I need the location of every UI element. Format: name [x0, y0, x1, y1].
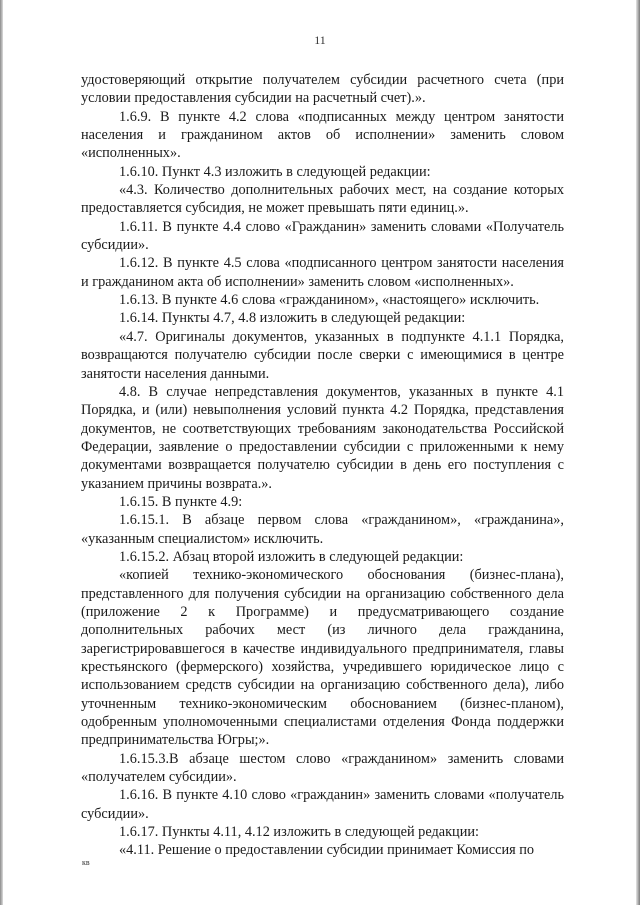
paragraph: 1.6.11. В пункте 4.4 слово «Гражданин» заменить словами «Получатель субсидии». — [81, 218, 564, 254]
paragraph: «4.11. Решение о предоставлении субсидии принимает Комиссия по — [119, 842, 535, 859]
scan-edge-left — [0, 0, 3, 905]
paragraph: 1.6.10. Пункт 4.3 изложить в следующей редакции: — [119, 163, 431, 180]
paragraph: 1.6.14. Пункты 4.7, 4.8 изложить в следующей редакции: — [119, 310, 466, 327]
paragraph: 1.6.9. В пункте 4.2 слова «подписанных между центром занятости населения и гражданином актов об исполнении» заменить словом «исполненных». — [81, 108, 564, 162]
paragraph: 1.6.17. Пункты 4.11, 4.12 изложить в следующей редакции: — [119, 824, 479, 841]
paragraph: «копией технико-экономического обоснования (бизнес-плана), представленного для получения субсидии на организацию собственного дела (приложение 2 к Программе) и предусматривающего создание дополнительных рабочих мест (из личного дела гражданина, зарегистрировавшегося в качестве индивидуального предпринимателя, главы крестьянского (фермерского) хозяйства, учредившего юридическое лицо с использованием средств субсидии на организацию собственного дела), либо уточненным технико-экономическим обоснованием (бизнес-планом), одобренным уполномоченными специалистами отделения Фонда поддержки предпринимательства Югры;». — [81, 567, 564, 749]
paragraph: 1.6.15. В пункте 4.9: — [119, 493, 243, 510]
paragraph: 1.6.15.1. В абзаце первом слова «гражданином», «гражданина», «указанным специалистом» исключить. — [81, 512, 564, 547]
scan-edge-right — [636, 0, 640, 905]
footer-mark: кв — [82, 858, 90, 867]
paragraph: удостоверяющий открытие получателем субсидии расчетного счета (при условии предоставления субсидии на расчетный счет).». — [81, 72, 564, 107]
paragraph: 4.8. В случае непредставления документов, указанных в пункте 4.1 Порядка, и (или) невыполнения условий пункта 4.2 Порядка, представления документов, не соответствующих требованиям законодательства Российской Федерации, заявление о предоставлении субсидии с приложенными к нему документами возвращается получателю субсидии в день его поступления с указанием причины возврата.». — [81, 383, 564, 492]
paragraph: 1.6.16. В пункте 4.10 слово «гражданин» заменить словами «получатель субсидии». — [81, 787, 564, 822]
page-number: 11 — [314, 33, 326, 47]
paragraph: 1.6.15.3.В абзаце шестом слово «гражданином» заменить словами «получателем субсидии». — [81, 750, 564, 786]
paragraph: 1.6.12. В пункте 4.5 слова «подписанного центром занятости населения и гражданином акта об исполнении» заменить словом «исполненных». — [81, 255, 564, 290]
paragraph: 1.6.13. В пункте 4.6 слова «гражданином», «настоящего» исключить. — [119, 292, 540, 309]
paragraph: 1.6.15.2. Абзац второй изложить в следующей редакции: — [119, 548, 464, 565]
paragraph: «4.3. Количество дополнительных рабочих мест, на создание которых предоставляется субсидия, не может превышать пяти единиц.». — [81, 182, 564, 217]
paragraph: «4.7. Оригиналы документов, указанных в подпункте 4.1.1 Порядка, возвращаются получателю субсидии после сверки с имеющимися в центре занятости населения данными. — [81, 328, 564, 382]
document-body — [81, 71, 564, 860]
